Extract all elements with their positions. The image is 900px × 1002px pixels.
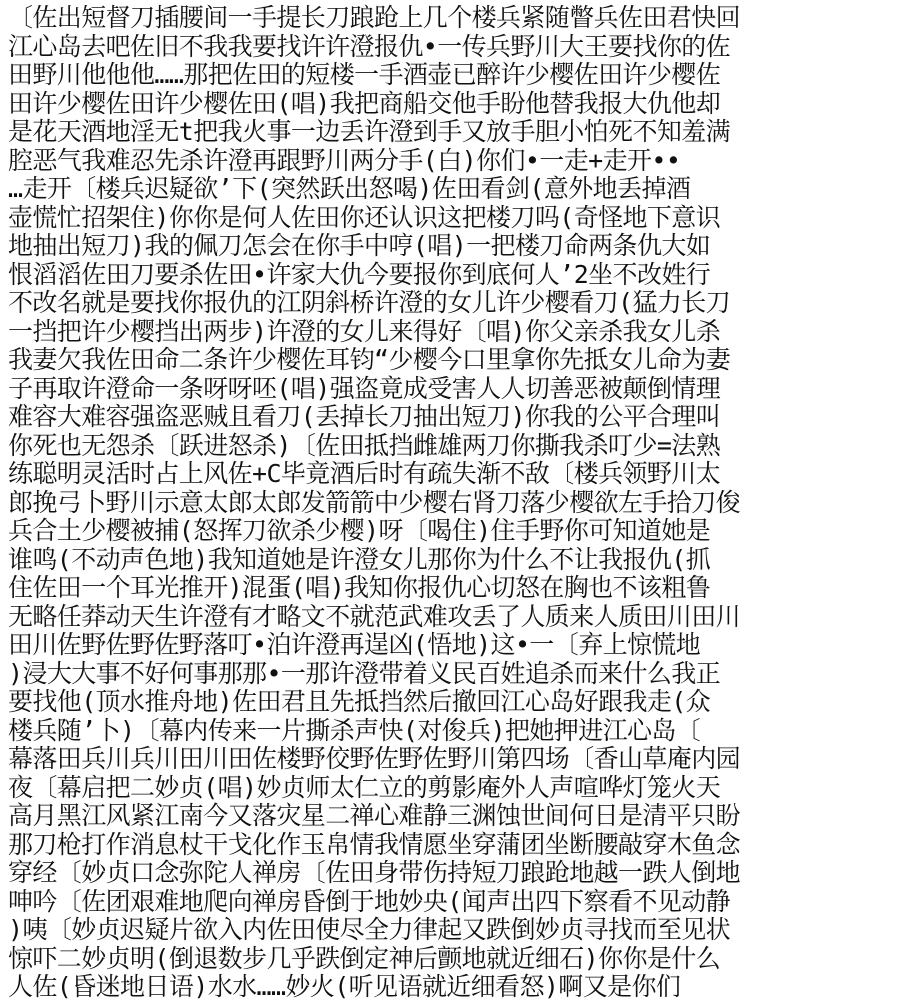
text-line: 难容大难容强盗恶贼且看刀(丢掉长刀抽出短刀)你我的公平合理叫 bbox=[8, 403, 721, 431]
text-line: 兵合土少樱被捕(怒挥刀欲杀少樱)呀〔喝住)住手野你可知道她是 bbox=[8, 517, 711, 545]
text-line: 田野川他他他……那把佐田的短楼一手酒壶已醉许少樱佐田许少樱佐 bbox=[8, 61, 721, 89]
text-line: 无略任莽动天生许澄有才略文不就范武难攻丢了人质来人质田川田川 bbox=[8, 602, 741, 631]
text-line: 穿经〔妙贞口念弥陀人禅房〔佐田身带伤持短刀踉跄地越一跌人倒地 bbox=[8, 859, 741, 887]
text-line: 高月黑江风紧江南今又落灾星二禅心难静三渊蚀世间何日是清平只盼 bbox=[8, 802, 741, 830]
text-line: 子再取许澄命一条呀呀呸(唱)强盗竟成受害人人切善恶被颠倒情理 bbox=[8, 374, 721, 403]
text-line: 要找他(顶水推舟地)佐田君且先抵挡然后撤回江心岛好跟我走(众 bbox=[8, 688, 711, 716]
text-line: 是花天酒地淫无t把我火事一边丢许澄到手又放手胆小怕死不知羞满 bbox=[8, 118, 731, 146]
text-line: 恨滔滔佐田刀要杀佐田•许家大仇今要报你到底何人’2坐不改姓行 bbox=[8, 260, 711, 289]
text-line: 一挡把许少樱挡出两步)许澄的女儿来得好〔唱)你父亲杀我女儿杀 bbox=[8, 317, 721, 346]
text-line: 江心岛去吧佐旧不我我要找许许澄报仇•一传兵野川大王要找你的佐 bbox=[8, 32, 731, 61]
text-line: 住佐田一个耳光推开)混蛋(唱)我知你报仇心切怒在胸也不该粗鲁 bbox=[8, 574, 711, 602]
text-line: )咦〔妙贞迟疑片欲入内佐田使尽全力律起又跌倒妙贞寻找而至见状 bbox=[8, 916, 731, 944]
text-line: 呻吟〔佐团艰难地爬向禅房昏倒于地妙央(闻声出四下察看不见动静 bbox=[8, 887, 731, 916]
text-line: )浸大大事不好何事那那•一那许澄带着义民百姓追杀而来什么我正 bbox=[8, 659, 721, 688]
text-line: 〔佐出短督刀插腰间一手提长刀踉跄上几个楼兵紧随瞥兵佐田君快回 bbox=[8, 4, 741, 32]
text-line: 楼兵随’卜)〔幕内传来一片撕杀声快(对俊兵)把她押进江心岛〔 bbox=[8, 716, 701, 745]
text-line: 幕落田兵川兵川田川田佐楼野佼野佐野佐野川第四场〔香山草庵内园 bbox=[8, 745, 741, 773]
text-line: 惊吓二妙贞明(倒退数步几乎跌倒定神后颤地就近细石)你你是什么 bbox=[8, 944, 721, 973]
text-line: 练聪明灵活时占上风佐+C毕竟酒后时有疏失渐不敌〔楼兵领野川太 bbox=[8, 460, 721, 488]
text-line: 田许少樱佐田许少樱佐田(唱)我把商船交他手盼他替我报大仇他却 bbox=[8, 89, 721, 118]
text-line: 谁鸣(不动声色地)我知道她是许澄女儿那你为什么不让我报仇(抓 bbox=[8, 545, 711, 574]
script-text bbox=[8, 4, 892, 1002]
text-line: 人佐(昏迷地日语)水水……妙火(听见语就近细看怒)啊又是你们 bbox=[8, 973, 681, 1001]
text-line: 田川佐野佐野佐野落叮•泊许澄再逞凶(悟地)这•一〔弃上惊慌地 bbox=[8, 631, 701, 659]
text-line: 不改名就是要找你报仇的江阴斜桥许澄的女儿许少樱看刀(猛力长刀 bbox=[8, 289, 731, 317]
text-line: 你死也无怨杀〔跃进怒杀)〔佐田抵挡雌雄两刀你撕我杀叮少=法熟 bbox=[8, 431, 721, 460]
text-line: 壶慌忙招架住)你你是何人佐田你还认识这把楼刀吗(奇怪地下意识 bbox=[8, 203, 721, 232]
text-line: 郎挽弓卜野川示意太郎太郎发箭箭中少樱右肾刀落少樱欲左手拾刀俊 bbox=[8, 488, 741, 517]
text-line: 腔恶气我难忍先杀许澄再跟野川两分手(白)你们•一走+走开•• bbox=[8, 146, 681, 175]
text-line: …走开〔楼兵迟疑欲’下(突然跃出怒喝)佐田看剑(意外地丢掉酒 bbox=[8, 175, 691, 203]
text-line: 那刀枪打作消息杖干戈化作玉帛情我情愿坐穿蒲团坐断腰敲穿木鱼念 bbox=[8, 830, 741, 859]
text-line: 我妻欠我佐田命二条许少樱佐耳钧“少樱今口里拿你先抵女儿命为妻 bbox=[8, 346, 731, 374]
text-line: 地抽出短刀)我的佩刀怎会在你手中哼(唱)一把楼刀命两条仇大如 bbox=[8, 232, 711, 260]
text-line: 夜〔幕启把二妙贞(唱)妙贞师太仁立的剪影庵外人声喧哗灯笼火天 bbox=[8, 773, 721, 802]
